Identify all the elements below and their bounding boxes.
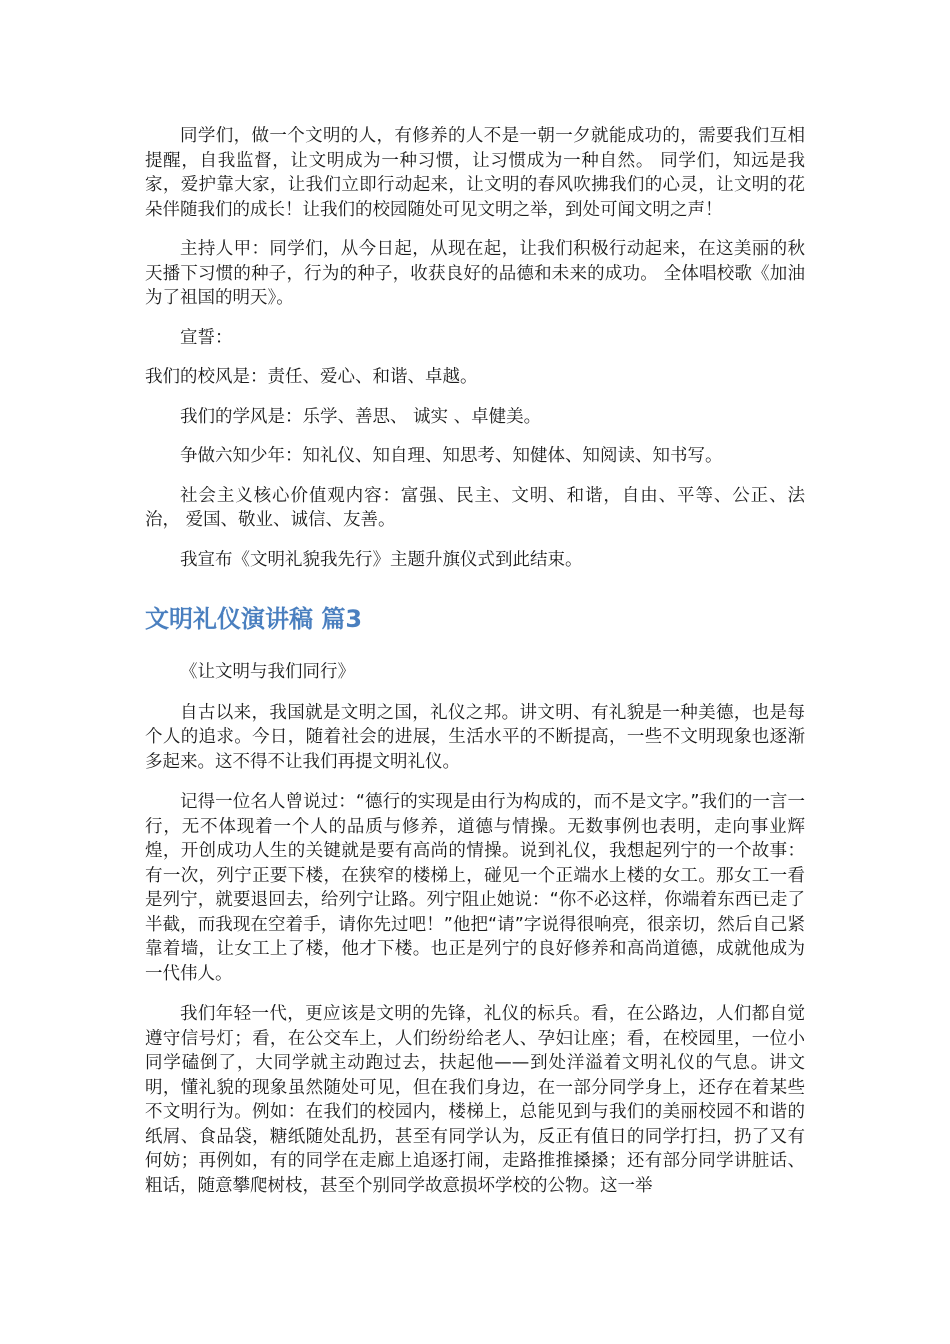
paragraph-intro: 自古以来，我国就是文明之国，礼仪之邦。讲文明、有礼貌是一种美德，也是每个人的追求。今日，随着社会的进展，生活水平的不断提高，一些不文明现象也逐渐多起来。这不得不让我们再提文明礼仪。 bbox=[145, 702, 805, 772]
section-heading: 文明礼仪演讲稿 篇3 bbox=[145, 605, 363, 633]
paragraph-young-generation: 我们年轻一代，更应该是文明的先锋，礼仪的标兵。看，在公路边，人们都自觉遵守信号灯；看，在公交车上，人们纷纷给老人、孕妇让座；看，在校园里，一位小同学磕倒了，大同学就主动跑过去，扶起他——到处洋溢着文明礼仪的气息。讲文明，懂礼貌的现象虽然随处可见，但在我们身边，在一部分同学身上，还存在着某些不文明行为。例如：在我们的校园内，楼梯上，总能见到与我们的美丽校园不和谐的纸屑、食品袋，糖纸随处乱扔，甚至有同学认为，反正有值日的同学打扫，扔了又有何妨；再例如，有的同学在走廊上追逐打闹，走路推推搡搡；还有部分同学讲脏话、粗话，随意攀爬树枝，甚至个别同学故意损坏学校的公物。这一举 bbox=[145, 1004, 805, 1196]
paragraph-study-style: 我们的学风是：乐学、善思、 诚实 、卓健美。 bbox=[180, 406, 542, 427]
paragraph-school-spirit: 我们的校风是：责任、爱心、和谐、卓越。 bbox=[145, 367, 478, 387]
paragraph-six-knows: 争做六知少年：知礼仪、知自理、知思考、知健体、知阅读、知书写。 bbox=[180, 446, 723, 466]
paragraph-oath-label: 宣誓： bbox=[180, 327, 233, 348]
paragraph-host-a: 主持人甲：同学们，从今日起，从现在起，让我们积极行动起来，在这美丽的秋天播下习惯的种子，行为的种子，收获良好的品德和未来的成功。 全体唱校歌《加油为了祖国的明天》。 bbox=[145, 239, 805, 308]
paragraph-lenin-story: 记得一位名人曾说过：“德行的实现是由行为构成的，而不是文字。”我们的一言一行，无不体现着一个人的品质与修养，道德与情操。无数事例也表明，走向事业辉煌，开创成功人生的关键就是要有高尚的情操。说到礼仪，我想起列宁的一个故事：有一次，列宁正要下楼，在狭窄的楼梯上，碰见一个正端水上楼的女工。那女工一看是列宁，就要退回去，给列宁让路。列宁阻止她说：“你不必这样，你端着东西已走了半截，而我现在空着手，请你先过吧！”他把“请”字说得很响亮，很亲切，然后自己紧靠着墙，让女工上了楼，他才下楼。也正是列宁的良好修养和高尚道德，成就他成为一代伟人。 bbox=[145, 792, 805, 984]
paragraph-ceremony-end: 我宣布《文明礼貌我先行》主题升旗仪式到此结束。 bbox=[180, 549, 583, 570]
paragraph-civility-habit: 同学们，做一个文明的人，有修养的人不是一朝一夕就能成功的，需要我们互相提醒，自我监督，让文明成为一种习惯，让习惯成为一种自然。 同学们，知远是我家，爱护靠大家，让我们立即行动起来，让文明的春风吹拂我们的心灵，让文明的花朵伴随我们的成长！让我们的校园随处可见文明之举，到处可闻文明之声！ bbox=[145, 126, 805, 220]
paragraph-core-values: 社会主义核心价值观内容：富强、民主、文明、和谐，自由、平等、公正、法治， 爱国、敬业、诚信、友善。 bbox=[145, 485, 805, 530]
speech-title: 《让文明与我们同行》 bbox=[180, 662, 355, 682]
